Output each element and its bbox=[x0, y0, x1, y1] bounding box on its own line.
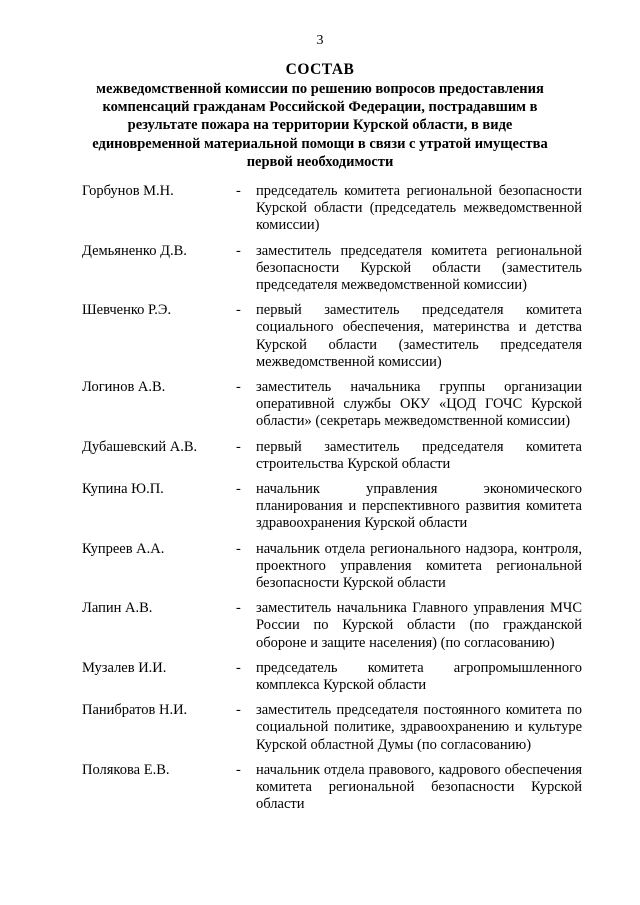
member-dash: - bbox=[236, 600, 241, 617]
member-dash: - bbox=[236, 481, 241, 498]
member-role: председатель комитета региональной безопасности Курской области (председатель межведомственной комиссии) bbox=[256, 183, 582, 234]
member-dash: - bbox=[236, 438, 241, 455]
member-name: Демьяненко Д.В. bbox=[82, 242, 187, 259]
member-row bbox=[82, 439, 582, 473]
member-name: Шевченко Р.Э. bbox=[82, 302, 172, 319]
members-list bbox=[82, 183, 582, 822]
member-role: заместитель начальника группы организации оперативной службы ОКУ «ЦОД ГОЧС Курской области» (секретарь межведомственной комиссии) bbox=[256, 379, 582, 430]
member-name: Панибратов Н.И. bbox=[82, 702, 188, 719]
member-dash: - bbox=[236, 302, 241, 319]
member-role: первый заместитель председателя комитета социального обеспечения, материнства и детства Курской области (заместитель председателя межведомственной комиссии) bbox=[256, 302, 582, 370]
member-name: Музалев И.И. bbox=[82, 659, 167, 676]
member-dash: - bbox=[236, 379, 241, 396]
member-role: первый заместитель председателя комитета строительства Курской области bbox=[256, 438, 582, 472]
member-name: Лапин А.В. bbox=[82, 600, 153, 617]
member-row bbox=[82, 379, 582, 431]
member-dash: - bbox=[236, 242, 241, 259]
member-dash: - bbox=[236, 540, 241, 557]
member-role: заместитель председателя постоянного комитета по социальной политике, здравоохранению и культуре Курской областной Думы (по согласованию) bbox=[256, 702, 582, 753]
page-number: 3 bbox=[316, 33, 324, 48]
member-name: Полякова Е.В. bbox=[82, 761, 170, 778]
member-name: Купина Ю.П. bbox=[82, 481, 164, 498]
member-name: Логинов А.В. bbox=[82, 379, 166, 396]
member-role: начальник отдела регионального надзора, контроля, проектного управления комитета региональной безопасности Курской области bbox=[256, 540, 582, 592]
heading-subtitle: межведомственной комиссии по решению вопросов предоставления компенсаций гражданам Российской Федерации, пострадавшим в результате пожара на территории Курской области, в виде единовременной материальной помощи в связи с утратой имущества первой необходимости bbox=[92, 81, 548, 170]
member-row bbox=[82, 762, 582, 814]
member-name: Купреев А.А. bbox=[82, 540, 165, 557]
member-row bbox=[82, 481, 582, 533]
member-dash: - bbox=[236, 761, 241, 778]
member-role: заместитель председателя комитета региональной безопасности Курской области (заместитель председателя межведомственной комиссии) bbox=[256, 242, 582, 294]
member-row bbox=[82, 660, 582, 694]
member-row bbox=[82, 302, 582, 371]
member-name: Дубашевский А.В. bbox=[82, 438, 198, 455]
member-role: начальник отдела правового, кадрового обеспечения комитета региональной безопасности Курской области bbox=[256, 761, 582, 813]
member-row bbox=[82, 541, 582, 593]
member-row bbox=[82, 702, 582, 754]
member-dash: - bbox=[236, 183, 241, 199]
member-name: Горбунов М.Н. bbox=[82, 183, 174, 199]
member-role: заместитель начальника Главного управления МЧС России по Курской области (по гражданской обороне и защите населения) (по согласованию) bbox=[256, 600, 582, 651]
member-row bbox=[82, 600, 582, 652]
member-row bbox=[82, 243, 582, 295]
heading-title: СОСТАВ bbox=[285, 61, 355, 78]
member-row bbox=[82, 183, 582, 235]
document-heading bbox=[86, 60, 554, 171]
member-dash: - bbox=[236, 702, 241, 719]
member-dash: - bbox=[236, 659, 241, 676]
member-role: председатель комитета агропромышленного комплекса Курской области bbox=[256, 659, 582, 694]
member-role: начальник управления экономического планирования и перспективного развития комитета здравоохранения Курской области bbox=[256, 481, 582, 532]
